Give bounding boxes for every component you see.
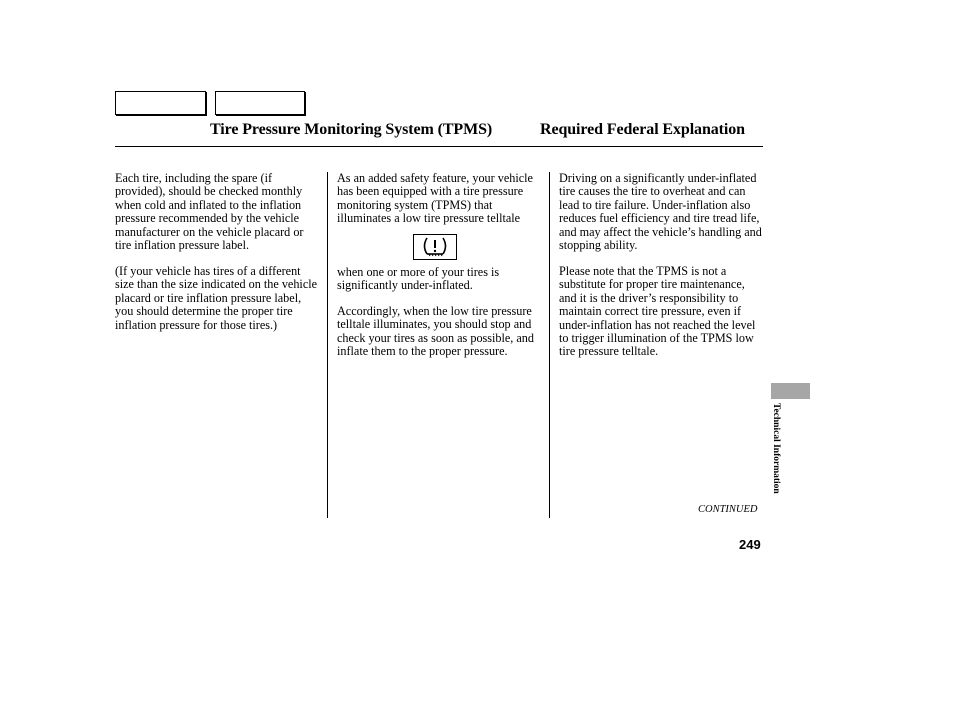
column-3 <box>559 172 764 371</box>
column-2 <box>337 172 542 371</box>
paragraph: Accordingly, when the low tire pressure telltale illuminates, you should stop and check your tires as soon as possible, and inflate them to the proper pressure. <box>337 303 534 359</box>
header-rule <box>115 146 763 147</box>
column-1 <box>115 172 320 344</box>
continued-label: CONTINUED <box>698 504 758 515</box>
section-tab[interactable] <box>771 383 810 399</box>
paragraph: (If your vehicle has tires of a different size than the size indicated on the vehicle placard or tire inflation pressure label, you should determine the proper tire inflation pressure for those tires.) <box>115 263 318 332</box>
section-tab-label: Technical Information <box>771 403 781 494</box>
nav-box-previous[interactable] <box>115 91 206 115</box>
paragraph: Please note that the TPMS is not a substitute for proper tire maintenance, and it is the driver’s responsibility to maintain correct tire pressure, even if under-inflation has not reached the level to trigger illumination of the TPMS low tire pressure telltale. <box>559 263 756 359</box>
paragraph: when one or more of your tires is significantly under-inflated. <box>337 264 500 293</box>
page-title: Tire Pressure Monitoring System (TPMS) <box>210 121 493 138</box>
page-subtitle: Required Federal Explanation <box>540 121 745 138</box>
low-tire-pressure-icon <box>413 234 457 260</box>
paragraph: Driving on a significantly under-inflated tire causes the tire to overheat and can lead to tire failure. Under-inflation also reduces fuel efficiency and tire tread life, and may affect the vehicle’s handling and stopping ability. <box>559 171 762 253</box>
column-divider <box>327 172 328 518</box>
column-divider <box>549 172 550 518</box>
paragraph: Each tire, including the spare (if provided), should be checked monthly when cold and inflated to the inflation pressure recommended by the vehicle manufacturer on the vehicle placard or tire inflation pressure label. <box>115 171 304 253</box>
nav-box-next[interactable] <box>215 91 305 115</box>
paragraph: As an added safety feature, your vehicle has been equipped with a tire pressure monitoring system (TPMS) that illuminates a low tire pressure telltale <box>337 171 533 226</box>
page-number: 249 <box>739 537 761 552</box>
